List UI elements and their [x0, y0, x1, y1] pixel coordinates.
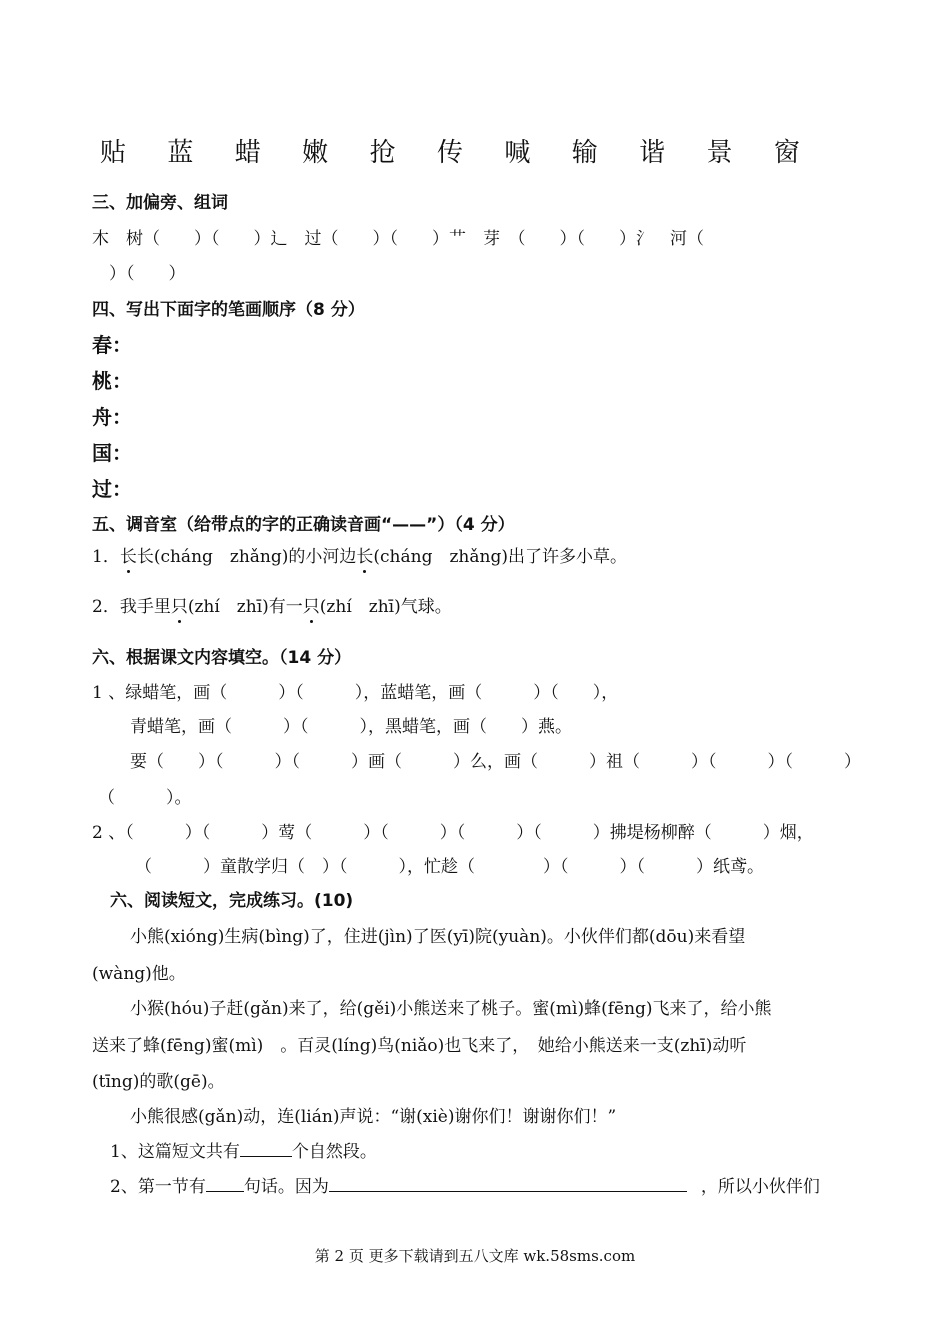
fill-line: 2 、（ ）（ ）莺（ ）（ ）（ ）（ ）拂堤杨柳醉（ ）烟， — [92, 823, 814, 843]
reading-text: 小熊(xióng)生病(bìng)了，住进(jìn)了医(yī)院(yuàn)。小伙伴们都(dōu)来看望 — [130, 927, 746, 947]
char: 谐 — [639, 138, 666, 168]
num: 1． — [92, 547, 120, 567]
pinyin-line-1 — [92, 542, 627, 567]
stroke-item: 过： — [92, 477, 132, 501]
stroke-item: 舟： — [92, 405, 132, 429]
char: 抢 — [369, 138, 396, 168]
text: (zhí zhī)有一 — [187, 597, 303, 617]
reading-text: 小猴(hóu)子赶(gǎn)来了，给(gěi)小熊送来了桃子。蜜(mì)蜂(fēng)飞来了，给小熊 — [130, 999, 772, 1019]
char: 蓝 — [167, 138, 194, 168]
char: 贴 — [100, 138, 127, 168]
question-1 — [110, 1137, 377, 1162]
char: 嫩 — [302, 138, 329, 168]
char: 蜡 — [234, 138, 261, 168]
char: 输 — [571, 138, 598, 168]
reading-text: 送来了蜂(fēng)蜜(mì) 。百灵(líng)鸟(niǎo)也飞来了， 她给小熊送来一支(zhī)动听 — [92, 1036, 747, 1056]
section-6-title: 六、根据课文内容填空。（14 分） — [92, 648, 352, 668]
answer-blank[interactable] — [329, 1175, 687, 1192]
text: ，所以小伙伴们 — [700, 1177, 820, 1197]
section-5-title: 五、调音室（给带点的字的正确读音画“——”）（4 分） — [92, 515, 515, 535]
char: 窗 — [773, 138, 800, 168]
fill-line: 1 、绿蜡笔，画（ ）（ ），蓝蜡笔，画（ ）（ ）， — [92, 683, 619, 703]
text: 长(cháng zhǎng)的小河边 — [136, 547, 357, 567]
text: (cháng zhǎng)出了许多小草。 — [373, 547, 627, 567]
characters-row — [100, 132, 800, 169]
text: 2．我手里 — [92, 597, 171, 617]
reading-text: 小熊很感(gǎn)动，连(lián)声说：“谢(xiè)谢你们！谢谢你们！” — [130, 1107, 617, 1127]
text: (zhí zhī)气球。 — [319, 597, 452, 617]
fill-line: 青蜡笔，画（ ）（ ），黑蜡笔，画（ ）燕。 — [130, 717, 572, 737]
dotted-char: 只 — [302, 597, 320, 617]
fill-line: 要（ ）（ ）（ ）画（ ）么，画（ ）祖（ ）（ ）（ ） — [130, 752, 861, 772]
text: 句话。因为 — [243, 1177, 329, 1197]
pinyin-line-2 — [92, 592, 452, 617]
section-3-line: ）（ ） — [92, 264, 186, 284]
reading-text: (wàng)他。 — [92, 964, 186, 984]
answer-blank[interactable] — [206, 1175, 244, 1192]
dotted-char: 长 — [356, 547, 374, 567]
char: 景 — [706, 138, 733, 168]
text: 2、第一节有 — [110, 1177, 206, 1197]
section-7-title: 六、阅读短文，完成练习。(10) — [110, 891, 354, 911]
char: 喊 — [504, 138, 531, 168]
section-3-title: 三、加偏旁、组词 — [92, 193, 228, 213]
text: 个自然段。 — [291, 1142, 377, 1162]
question-2 — [110, 1172, 820, 1197]
stroke-item: 国： — [92, 441, 132, 465]
section-3-line: 木 树（ ）（ ）辶 过（ ）（ ）艹 芽 （ ）（ ）氵 河（ — [92, 229, 704, 249]
dotted-char: 长 — [119, 547, 137, 567]
stroke-item: 桃： — [92, 369, 132, 393]
reading-text: (tīng)的歌(gē)。 — [92, 1072, 225, 1092]
page-footer: 第 2 页 更多下载请到五八文库 wk.58sms.com — [314, 1247, 636, 1265]
fill-line: （ ）。 — [98, 788, 192, 808]
answer-blank[interactable] — [240, 1140, 292, 1157]
fill-line: （ ）童散学归（ ）（ ），忙趁（ ）（ ）（ ）纸鸢。 — [135, 857, 764, 877]
dotted-char: 只 — [170, 597, 188, 617]
char: 传 — [436, 138, 463, 168]
stroke-item: 春： — [92, 333, 132, 357]
text: 1、这篇短文共有 — [110, 1142, 240, 1162]
section-4-title: 四、写出下面字的笔画顺序（8 分） — [92, 300, 365, 320]
